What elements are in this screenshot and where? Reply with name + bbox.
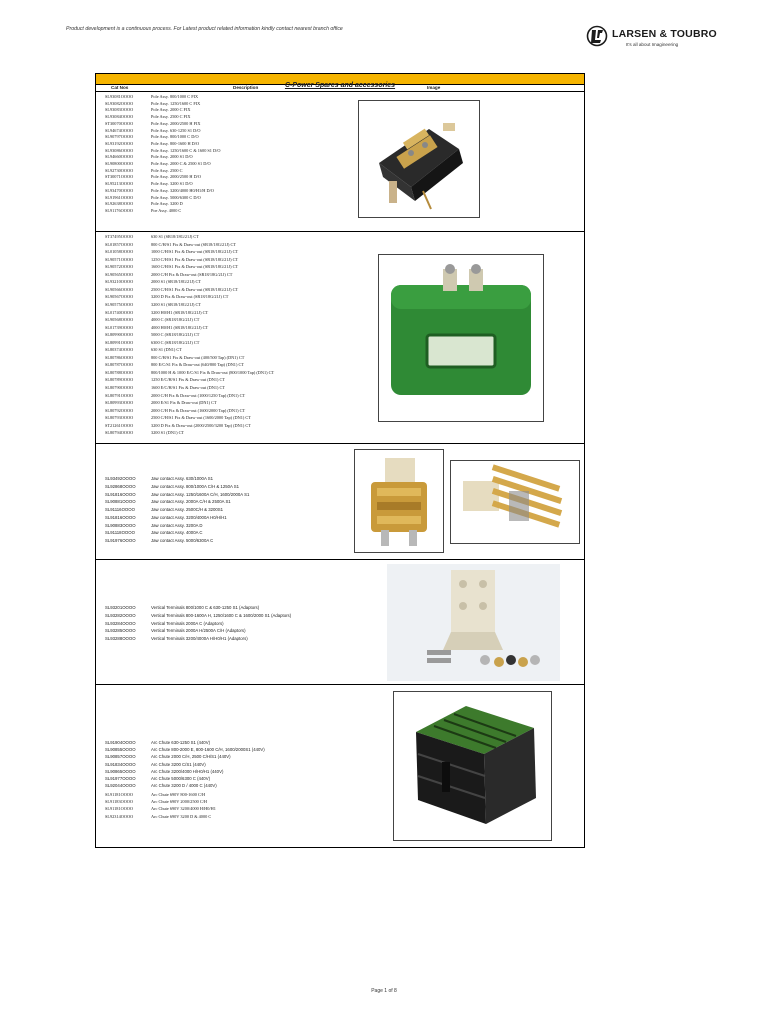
- spares-table: [95, 73, 585, 848]
- catalog-number: SL92730OOOO: [105, 167, 134, 173]
- part-description: Arc Chute 690V 3200/4000 H/H0/H1: [151, 806, 216, 812]
- catalog-number: SL90857OOOO: [105, 754, 136, 760]
- jaw-contact-illustration-front: [355, 450, 443, 552]
- catalog-number: SL93470OOOO: [105, 187, 134, 193]
- catalog-number: SL80993OOOO: [105, 400, 134, 406]
- part-description: Arc Chute 800-2000 E, 800-1600 C/H, 1600/2000S1 (440V): [151, 747, 265, 753]
- section-pole-assemblies: [96, 92, 584, 232]
- catalog-number: SL80790OOOO: [105, 385, 134, 390]
- part-description: Jaw contact Assy. 2500C/H & 3200S1: [151, 507, 224, 512]
- part-description: 1600 E/C/H/S1 Fix & Draw-out (DN1) CT: [151, 385, 225, 390]
- jaw-contact-image-2: [450, 460, 580, 544]
- part-description: Jaw contact Assy. 5000/6300A C: [151, 538, 214, 543]
- part-description: 2500 C/H/S1 Fix & Draw-out (SR18/18G/21J) CT: [151, 286, 239, 292]
- column-header-image: Image: [427, 85, 441, 90]
- catalog-number: SL91181OOOO: [105, 792, 134, 797]
- catalog-number: SL93201OOOO: [105, 605, 136, 610]
- catalog-number: SL91976OOOO: [105, 538, 136, 543]
- part-description: Arc Chute 3200 D / 4000 C (440V): [151, 783, 217, 789]
- part-description: Pole Assy. 2000/2500 H D/O: [151, 174, 201, 180]
- catalog-number: SL01857OOOO: [105, 241, 134, 247]
- catalog-number: SL92044OOOO: [105, 783, 136, 789]
- pole-assembly-illustration: [359, 101, 479, 217]
- catalog-number: ST30070OOOO: [105, 120, 134, 126]
- column-header-code: Cat Nos: [111, 85, 129, 90]
- catalog-number: SL90566OOOO: [105, 286, 134, 292]
- catalog-number: SL93084OOOO: [105, 114, 134, 120]
- page-number: Page 1 of 8: [371, 988, 397, 994]
- vertical-terminal-illustration: [387, 564, 560, 681]
- catalog-number: SL95213OOOO: [105, 181, 134, 187]
- brand-tagline: It's all about Imagineering: [626, 42, 679, 47]
- catalog-number: SL91816OOOO: [105, 491, 136, 497]
- catalog-number: SL91118OOOO: [105, 530, 135, 536]
- section-vertical-terminals: [96, 560, 584, 685]
- catalog-number: SL93083OOOO: [105, 107, 134, 113]
- catalog-number: SL91176OOOO: [105, 207, 134, 213]
- part-description: Arc Chute 3200/4000 H/H0/H1 (440V): [151, 768, 224, 774]
- part-description: Pole Assy. 3200 S1 D/O: [151, 181, 193, 187]
- catalog-number: SL90568OOOO: [105, 317, 134, 323]
- part-description: 1000 C/H/S1 Fix & Draw-out (SR18/18G/21J) CT: [151, 249, 239, 255]
- part-description: Pole Assy. 1250/1600 C & 1600 S1 D/O: [151, 147, 221, 153]
- column-header-description: Description: [233, 85, 259, 90]
- part-description: Pole Assy. 3200 D: [151, 201, 183, 207]
- part-description: 2000 S1 (SR18/18G/21J) CT: [151, 279, 202, 285]
- catalog-number: SL93081OOOO: [105, 94, 134, 99]
- part-description: Pole Assy. 5000/6300 C D/O: [151, 194, 201, 200]
- catalog-number: SL94674OOOO: [105, 127, 134, 133]
- catalog-number: SL92868OOOO: [105, 483, 136, 489]
- part-description: Vertical Terminals 800/1000 C & 630-1250 S1 (Adaptors): [151, 605, 260, 610]
- part-description: 630 S1 (DN1) CT: [151, 347, 182, 353]
- pole-assembly-image: [358, 100, 480, 218]
- catalog-number: SL80786OOOO: [105, 354, 134, 360]
- catalog-number: SL01739OOOO: [105, 324, 134, 330]
- part-description: Arc Chute 690V 3200 D & 4000 C: [151, 813, 212, 819]
- part-description: Vertical Terminals 800-1600A H, 1250/1600 C & 1600/2000 S1 (Adaptors): [151, 612, 292, 618]
- part-description: 800 E/C/S1 Fix & Draw-out (640/800 Tap) (DN1) CT: [151, 362, 244, 368]
- catalog-number: SL01740OOOO: [105, 309, 134, 315]
- catalog-number: SL80374OOOO: [105, 347, 134, 353]
- part-description: Jaw contact Assy. 1250/1600A C/H, 1600/2000A S1: [151, 491, 250, 497]
- jaw-contact-illustration-side: [451, 461, 579, 543]
- catalog-number: SL93192OOOO: [105, 140, 134, 146]
- part-description: 1250 C/H/S1 Fix & Draw-out (SR18/18G/21J) CT: [151, 256, 239, 262]
- table-title: C-Power Spares and accessories: [284, 82, 396, 89]
- catalog-number: SL93492OOOO: [105, 476, 136, 481]
- part-description: Pole Assy. 800/1000 C D/O: [151, 134, 199, 140]
- part-description: 3200 D Fix & Draw-out (SR18/18G/21J) CT: [151, 294, 229, 300]
- catalog-number: SL93285OOOO: [105, 628, 136, 634]
- part-description: 2000 C/H Fix & Draw-out (1000/1250 Tap) (DN1) CT: [151, 392, 246, 398]
- disclaimer-notice: Product development is a continuous process. For Latest product related information kindly contact nearest branch office: [66, 26, 343, 32]
- catalog-number: SL90565OOOO: [105, 271, 134, 277]
- part-description: Arc Chute 690V 2000/2500 C/H: [151, 799, 208, 805]
- part-description: 2500 C/H/S1 Fix & Draw-out (1600/2000 Tap) (DN1) CT: [151, 415, 251, 421]
- part-description: Arc Chute 3200 C/S1 (440V): [151, 761, 206, 767]
- catalog-number: SL91834OOOO: [105, 761, 136, 767]
- part-description: 3200 D Fix & Draw-out (2000/2500/3200 Tap) (DN1) CT: [151, 422, 251, 428]
- catalog-number: SL90800OOOO: [105, 161, 134, 166]
- catalog-number: SL91961OOOO: [105, 194, 134, 200]
- part-description: Pole Assy. 800/1000 C FIX: [151, 94, 199, 99]
- catalog-number: SL90855OOOO: [105, 747, 136, 753]
- catalog-number: ST30071OOOO: [105, 174, 134, 180]
- part-description: 800/1000 H & 1000 E/C/S1 Fix & Draw-out (800/1000 Tap) (DN1) CT: [151, 369, 275, 375]
- part-description: 1250 E/C/H/S1 Fix & Draw-out (DN1) CT: [151, 377, 225, 383]
- part-description: 2000 C/H Fix & Draw-out (SR18/18G/21J) CT: [151, 271, 233, 277]
- catalog-number: SL90797OOOO: [105, 134, 134, 140]
- part-description: 4000 C (SR18/18G/21J) CT: [151, 317, 200, 323]
- catalog-number: SL80990OOOO: [105, 332, 134, 338]
- part-description: Vertical Terminals 2000A H/2500A C/H (Adaptors): [151, 628, 246, 634]
- catalog-number: SL90572OOOO: [105, 264, 134, 270]
- part-description: 3200 S1 (DN1) CT: [151, 430, 185, 436]
- catalog-number: SL92314OOOO: [105, 813, 134, 819]
- catalog-number: SL90881OOOO: [105, 499, 136, 505]
- part-description: Vertical Terminals 3200/4000A H/H0/H1 (Adaptors): [151, 636, 248, 641]
- catalog-number: SL80991OOOO: [105, 339, 134, 345]
- part-description: 2000 C/H Fix & Draw-out (1600/2000 Tap) (DN1) CT: [151, 407, 246, 413]
- part-description: 1600 C/H/S1 Fix & Draw-out (SR18/18G/21J) CT: [151, 264, 239, 270]
- part-description: Arc Chute 630-1250 S1 (440V): [151, 740, 210, 745]
- part-description: Arc Chute 5000/6300 C (440V): [151, 776, 210, 781]
- catalog-number: SL80787OOOO: [105, 362, 134, 368]
- catalog-number: ST21261OOOO: [105, 422, 134, 428]
- catalog-number: SL93210OOOO: [105, 279, 134, 285]
- catalog-number: SL91181OOOO: [105, 806, 134, 812]
- part-description: 800 C/H/S1 Fix & Draw-out (SR18/18G/21J) CT: [151, 241, 236, 247]
- catalog-number: SL92638OOOO: [105, 201, 134, 207]
- part-description: Pole Assy. 2000 C & 2500 S1 D/O: [151, 161, 211, 166]
- part-description: 4000 H0/H1 (SR18/18G/21J) CT: [151, 324, 209, 330]
- catalog-number: SL80792OOOO: [105, 407, 134, 413]
- part-description: Jaw contact Assy. 800/1000A C/H & 1250A S1: [151, 483, 240, 489]
- arc-chute-illustration: [394, 692, 551, 840]
- catalog-number: ST37495OOOO: [105, 234, 134, 239]
- catalog-number: SL80793OOOO: [105, 415, 134, 421]
- catalog-number: SL94660OOOO: [105, 154, 134, 160]
- current-transformer-illustration: [379, 255, 543, 421]
- catalog-number: SL91116OOOO: [105, 507, 135, 512]
- part-description: Jaw contact Assy. 630/1000A S1: [151, 476, 214, 481]
- part-description: 630 S1 (SR18/18G/21J) CT: [151, 234, 199, 239]
- part-description: 800 C/H/S1 Fix & Draw-out (400/500 Tap) (DN1) CT: [151, 354, 245, 360]
- part-description: Jaw contact Assy. 3200/4000A H0/H/H1: [151, 514, 227, 520]
- catalog-number: SL01058OOOO: [105, 249, 134, 255]
- catalog-number: SL90571OOOO: [105, 256, 134, 262]
- catalog-number: SL93288OOOO: [105, 636, 136, 641]
- vertical-terminal-image: [387, 564, 560, 681]
- catalog-number: SL90575OOOO: [105, 301, 134, 307]
- arc-chute-image: [393, 691, 552, 841]
- brand-name: LARSEN & TOUBRO: [612, 28, 717, 40]
- catalog-number: SL80788OOOO: [105, 369, 134, 375]
- catalog-number: SL91904OOOO: [105, 740, 136, 745]
- catalog-number: SL90865OOOO: [105, 768, 136, 774]
- table-header-row: [96, 85, 584, 92]
- part-description: Jaw contact Assy. 2000A C/H & 2500A S1: [151, 499, 231, 505]
- catalog-number: SL90883OOOO: [105, 522, 136, 528]
- catalog-number: SL93082OOOO: [105, 100, 134, 106]
- current-transformer-image: [378, 254, 544, 422]
- part-description: 3200 S1 (SR18/18G/21J) CT: [151, 301, 202, 307]
- part-description: Jaw contact Assy. 4000A C: [151, 530, 203, 536]
- part-description: Arc Chute 690V 800-1600 C/H: [151, 792, 206, 797]
- jaw-contact-image-1: [354, 449, 444, 553]
- section-arc-chutes: [96, 685, 584, 848]
- part-description: 3200 H0/H1 (SR18/18G/21J) CT: [151, 309, 209, 315]
- part-description: 2000 E/S1 Fix & Draw-out (DN1) CT: [151, 400, 217, 406]
- part-description: Pole Assy. 2000 C FIX: [151, 107, 191, 113]
- catalog-number: SL90567OOOO: [105, 294, 134, 300]
- catalog-number: SL80791OOOO: [105, 392, 134, 398]
- part-description: Pole Assy. 2500 C FIX: [151, 114, 191, 120]
- catalog-number: SL91183OOOO: [105, 799, 134, 805]
- part-description: Pole Assy. 800-1600 H D/O: [151, 140, 200, 146]
- catalog-number: SL80794OOOO: [105, 430, 134, 436]
- part-description: Pole Assy. 1250/1600 C FIX: [151, 100, 201, 106]
- catalog-number: SL91816OOOO: [105, 514, 136, 520]
- lt-logo-icon: [586, 25, 608, 47]
- part-description: Vertical Terminals 2000A C (Adaptors): [151, 620, 224, 626]
- brand-header: [586, 25, 716, 53]
- catalog-number: SL93284OOOO: [105, 620, 136, 626]
- part-description: Pole Assy. 2500 C: [151, 167, 183, 173]
- part-description: 6300 C (SR18/18G/21J) CT: [151, 339, 200, 345]
- part-description: Arc Chute 2000 C/H, 2500 C/H/S1 (440V): [151, 754, 231, 760]
- part-description: Jaw contact Assy. 3200A D: [151, 522, 203, 528]
- section-jaw-contacts: [96, 444, 584, 560]
- catalog-number: SL80789OOOO: [105, 377, 134, 383]
- part-description: 5000 C (SR18/18G/21J) CT: [151, 332, 200, 338]
- catalog-number: SL91977OOOO: [105, 776, 136, 781]
- catalog-number: SL93086OOOO: [105, 147, 134, 153]
- part-description: Pole Assy. 3200/4000 H0/H1/H D/O: [151, 187, 214, 193]
- part-description: Poe Assy. 4000 C: [151, 207, 182, 213]
- catalog-number: SL93282OOOO: [105, 612, 136, 618]
- section-current-transformers: [96, 232, 584, 444]
- part-description: Pole Assy. 2000/2500 H FIX: [151, 120, 201, 126]
- part-description: Pole Assy. 630-1250 S1 D/O: [151, 127, 201, 133]
- part-description: Pole Assy. 2000 S1 D/O: [151, 154, 193, 160]
